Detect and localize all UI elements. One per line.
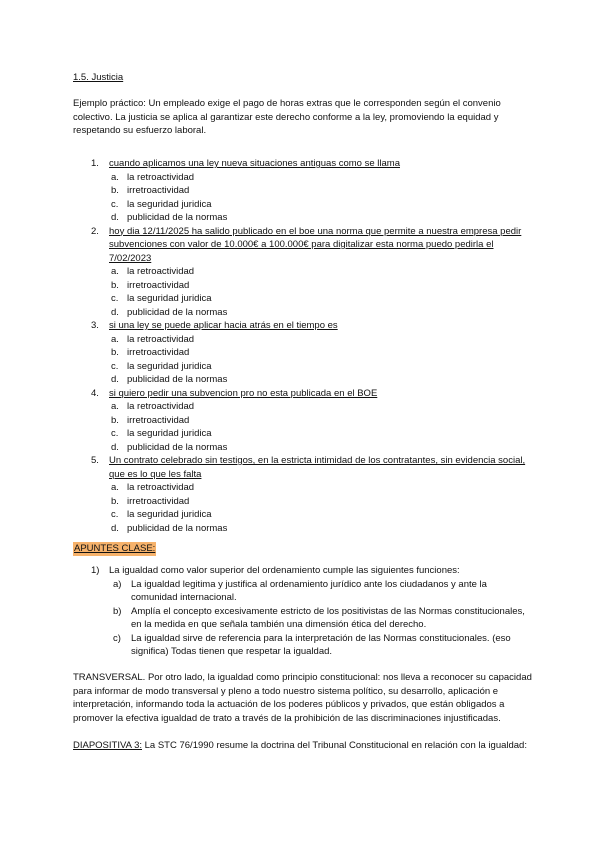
subitem-text: La igualdad sirve de referencia para la interpretación de las Normas constitucionales. (eso significa) Todas tienen que respetar la igualdad. (131, 632, 511, 657)
question-item (91, 157, 531, 171)
note-subitem (113, 578, 531, 605)
option-item (111, 279, 531, 293)
option-letter: c. (111, 198, 119, 210)
option-item (111, 292, 531, 306)
question-list (91, 157, 531, 535)
question-text: Un contrato celebrado sin testigos, en la estricta intimidad de los contratantes, sin evidencia social, que es lo que les falta (109, 455, 526, 480)
question-number: 4. (91, 387, 99, 399)
option-text: publicidad de la normas (127, 522, 228, 534)
option-text: irretroactividad (127, 185, 190, 196)
option-text: la seguridad juridica (127, 509, 212, 520)
option-item (111, 522, 531, 536)
option-text: la retroactividad (127, 333, 195, 345)
option-item (111, 265, 531, 279)
option-list (111, 333, 531, 387)
option-letter: a. (111, 266, 119, 277)
option-item (111, 373, 531, 387)
option-letter: c. (111, 509, 119, 520)
option-text: irretroactividad (127, 347, 190, 358)
option-letter: c. (111, 360, 119, 372)
note-item (91, 564, 531, 578)
question-number: 2. (91, 225, 99, 237)
subitem-letter: a) (113, 578, 122, 590)
option-item (111, 346, 531, 360)
option-letter: b. (111, 495, 119, 507)
option-item (111, 427, 531, 441)
subitem-letter: b) (113, 605, 122, 617)
option-list (111, 171, 531, 225)
option-letter: a. (111, 482, 119, 493)
option-item (111, 441, 531, 455)
option-list (111, 265, 531, 319)
option-item (111, 211, 531, 225)
option-letter: b. (111, 279, 119, 291)
option-item (111, 333, 531, 347)
option-text: publicidad de la normas (127, 212, 228, 223)
option-letter: d. (111, 306, 119, 318)
option-letter: d. (111, 374, 119, 385)
question-item (91, 319, 531, 333)
option-item (111, 306, 531, 320)
option-letter: d. (111, 212, 119, 223)
option-letter: c. (111, 428, 119, 439)
diapositiva-paragraph (73, 739, 533, 753)
option-item (111, 495, 531, 509)
option-text: publicidad de la normas (127, 441, 228, 453)
option-letter: d. (111, 441, 119, 453)
question-number: 1. (91, 158, 99, 169)
option-letter: a. (111, 333, 119, 345)
option-text: publicidad de la normas (127, 374, 228, 385)
section-title: 1.5. Justicia (73, 72, 124, 83)
option-text: la retroactividad (127, 171, 195, 183)
option-text: la retroactividad (127, 401, 195, 412)
option-item (111, 198, 531, 212)
option-item (111, 360, 531, 374)
question-number: 5. (91, 455, 99, 466)
note-sublist (113, 578, 531, 659)
option-letter: a. (111, 401, 119, 412)
option-list (111, 400, 531, 454)
question-item (91, 225, 531, 266)
question-text: si una ley se puede aplicar hacia atrás en el tiempo es (109, 320, 338, 331)
transversal-paragraph: TRANSVERSAL. Por otro lado, la igualdad como principio constitucional: nos lleva a reconocer su capacidad para informar de modo transversal y pleno a todo nuestro sistema político, su desarrollo, aplicación e interpretación, informando toda la actuación de los poderes públicos y privados, que están obligados a promover la efectiva igualdad de trato a través de la prohibición de las discriminaciones injustificadas. (73, 672, 532, 724)
question-text: hoy dia 12/11/2025 ha salido publicado en el boe una norma que permite a nuestra empresa pedir subvenciones con valor de 10.000€ a 100.000€ para digitalizar esta norma puedo pedirla el 7/02/2023 (109, 225, 522, 264)
option-item (111, 400, 531, 414)
option-item (111, 508, 531, 522)
option-item (111, 171, 531, 185)
question-item (91, 454, 531, 481)
option-text: la seguridad juridica (127, 360, 212, 372)
question-number: 3. (91, 320, 99, 331)
option-item (111, 481, 531, 495)
subitem-text: Amplía el concepto excesivamente estricto de los positivistas de las Normas constitucionales, en la medida en que señala también una dimensión ética del derecho. (131, 605, 525, 630)
question-item (91, 387, 531, 401)
question-text: si quiero pedir una subvencion pro no esta publicada en el BOE (109, 387, 378, 399)
apuntes-heading: APUNTES CLASE: (74, 543, 156, 554)
subitem-text: La igualdad legitima y justifica al ordenamiento jurídico ante los ciudadanos y ante la comunidad internacional. (131, 578, 487, 603)
option-item (111, 184, 531, 198)
option-item (111, 414, 531, 428)
option-text: irretroactividad (127, 279, 190, 291)
option-letter: d. (111, 522, 119, 534)
diapositiva-label: DIAPOSITIVA 3: (73, 740, 142, 751)
practical-example: Ejemplo práctico: Un empleado exige el pago de horas extras que le corresponden según el convenio colectivo. La justicia se aplica al garantizar este derecho conforme a la ley, promoviendo la equidad y respetando su esfuerzo laboral. (73, 98, 501, 136)
option-text: irretroactividad (127, 495, 190, 507)
option-text: publicidad de la normas (127, 306, 228, 318)
subitem-letter: c) (113, 632, 121, 644)
option-list (111, 481, 531, 535)
option-letter: b. (111, 414, 119, 426)
option-letter: b. (111, 185, 119, 196)
option-text: irretroactividad (127, 414, 190, 426)
option-text: la seguridad juridica (127, 198, 212, 210)
note-number: 1) (91, 565, 100, 576)
diapositiva-text: La STC 76/1990 resume la doctrina del Tribunal Constitucional en relación con la igualdad: (142, 740, 527, 751)
question-text: cuando aplicamos una ley nueva situaciones antiguas como se llama (109, 158, 400, 169)
note-subitem (113, 605, 531, 632)
note-text: La igualdad como valor superior del ordenamiento cumple las siguientes funciones: (109, 565, 460, 576)
note-subitem (113, 632, 531, 659)
option-letter: b. (111, 347, 119, 358)
option-letter: a. (111, 171, 119, 183)
option-letter: c. (111, 293, 119, 304)
option-text: la retroactividad (127, 266, 195, 277)
option-text: la retroactividad (127, 482, 195, 493)
option-text: la seguridad juridica (127, 428, 212, 439)
class-notes (91, 564, 531, 659)
option-text: la seguridad juridica (127, 293, 212, 304)
